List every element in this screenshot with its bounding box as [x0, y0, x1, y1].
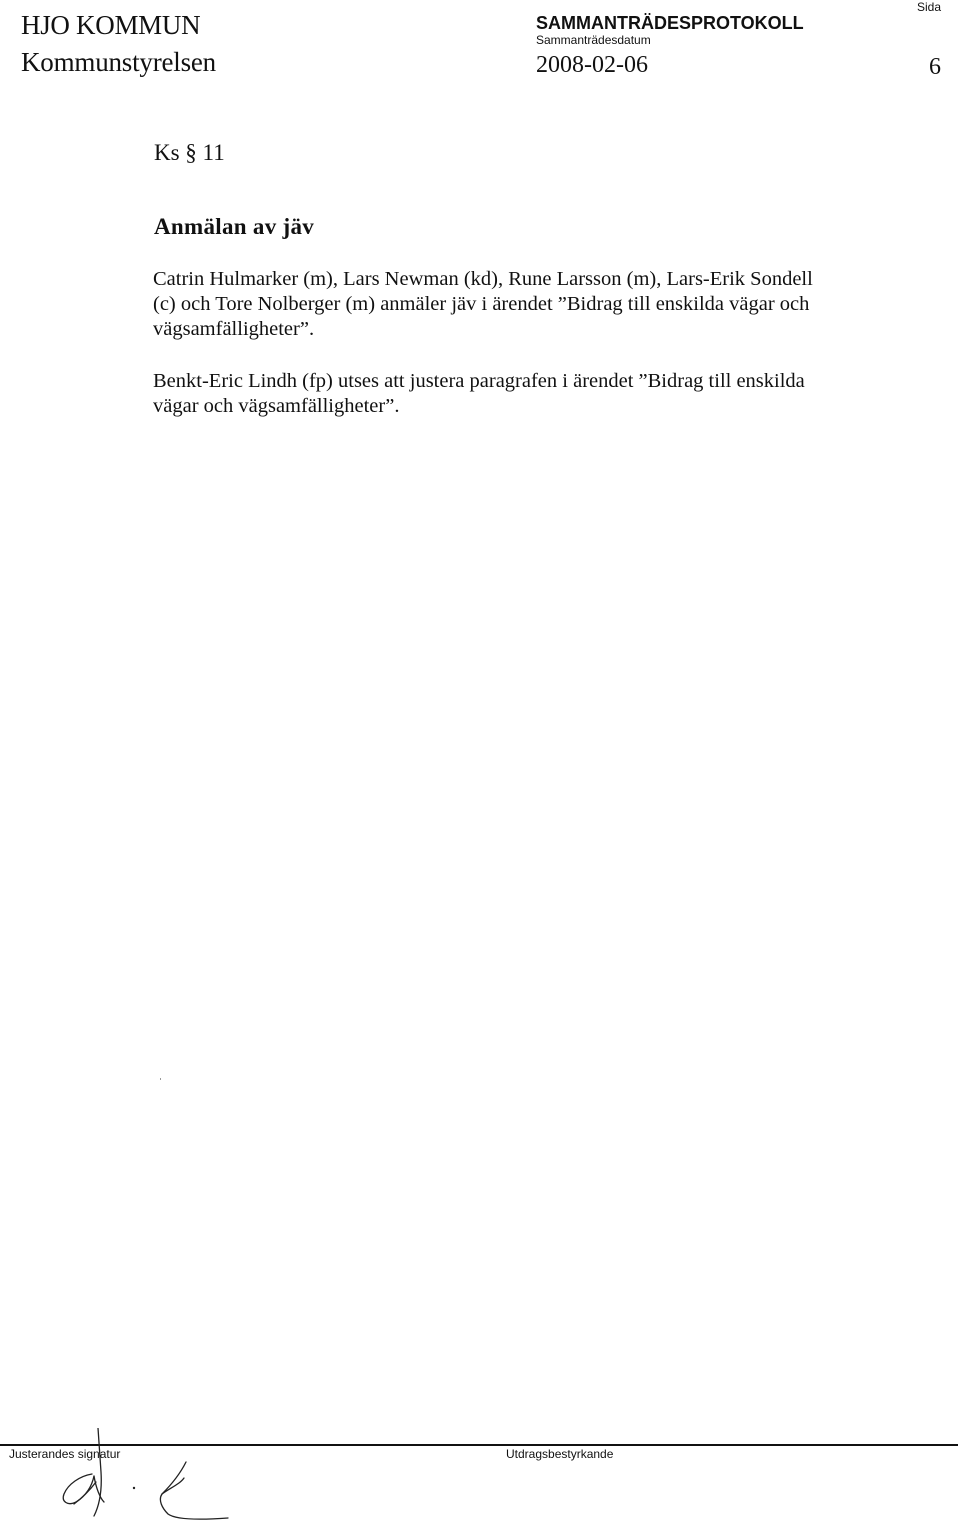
extract-certification-label: Utdragsbestyrkande: [506, 1447, 614, 1461]
paragraph-conflict-of-interest: [153, 267, 913, 342]
organization-name: HJO KOMMUN: [21, 10, 201, 40]
text-line: Catrin Hulmarker (m), Lars Newman (kd), Rune Larsson (m), Lars-Erik Sondell: [153, 268, 813, 290]
page-label: Sida: [917, 0, 942, 14]
signature-label: Justerandes signatur: [9, 1447, 121, 1461]
page-number: 6: [929, 54, 941, 80]
text-line: Benkt-Eric Lindh (fp) utses att justera paragrafen i ärendet ”Bidrag till enskilda: [153, 370, 805, 392]
section-heading: Anmälan av jäv: [154, 214, 315, 239]
text-line: (c) och Tore Nolberger (m) anmäler jäv i ärendet ”Bidrag till enskilda vägar och: [153, 293, 810, 315]
document-type: SAMMANTRÄDESPROTOKOLL: [536, 13, 804, 33]
text-line: vägsamfälligheter”.: [153, 318, 315, 340]
scan-speck: [160, 1078, 161, 1080]
meeting-date: 2008-02-06: [536, 52, 648, 78]
organization-unit: Kommunstyrelsen: [21, 47, 216, 77]
text-line: vägar och vägsamfälligheter”.: [153, 395, 400, 417]
handwritten-signature-icon: [30, 1428, 240, 1522]
meeting-date-label: Sammanträdesdatum: [536, 33, 651, 47]
paragraph-adjuster: [153, 369, 913, 419]
paragraph-reference: Ks § 11: [154, 140, 225, 165]
